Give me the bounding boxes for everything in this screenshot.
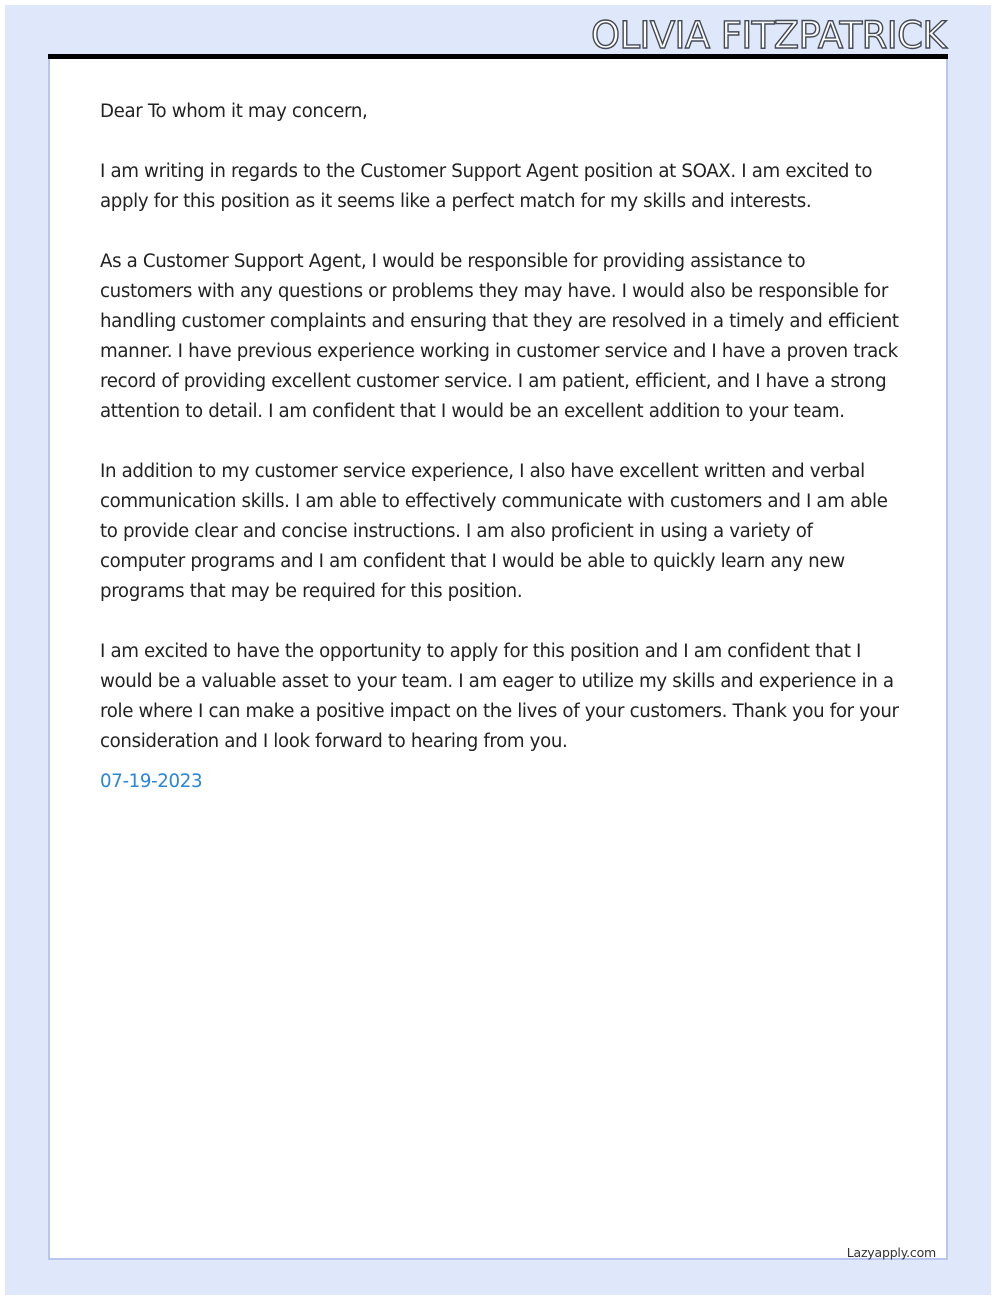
applicant-name: OLIVIA FITZPATRICK: [591, 14, 946, 57]
salutation: Dear To whom it may concern,: [100, 101, 368, 122]
letter-paragraph: I am writing in regards to the Customer Support Agent position at SOAX. I am excited to apply for this position as it seems like a perfect match for my skills and interests.: [100, 161, 873, 212]
letter-paragraph: As a Customer Support Agent, I would be responsible for providing assistance to customers with any questions or problems they may have. I would also be responsible for handling customer complaints and ensuring that they are resolved in a timely and efficient manner. I have previous experience working in customer service and I have a proven track record of providing excellent customer service. I am patient, efficient, and I have a strong attention to detail. I am confident that I would be an excellent addition to your team.: [100, 251, 899, 422]
letter-paragraph: In addition to my customer service experience, I also have excellent written and verbal communication skills. I am able to effectively communicate with customers and I am able to provide clear and concise instructions. I am also proficient in using a variety of computer programs and I am confident that I would be able to quickly learn any new programs that may be required for this position.: [100, 461, 888, 602]
letter-date: 07-19-2023: [100, 771, 203, 792]
footer-brand: Lazyapply.com: [846, 1245, 936, 1260]
letter-paragraph: I am excited to have the opportunity to apply for this position and I am confident that I would be a valuable asset to your team. I am eager to utilize my skills and experience in a role where I can make a positive impact on the lives of your customers. Thank you for your consideration and I look forward to hearing from you.: [100, 641, 899, 752]
letter-body: [100, 97, 900, 797]
